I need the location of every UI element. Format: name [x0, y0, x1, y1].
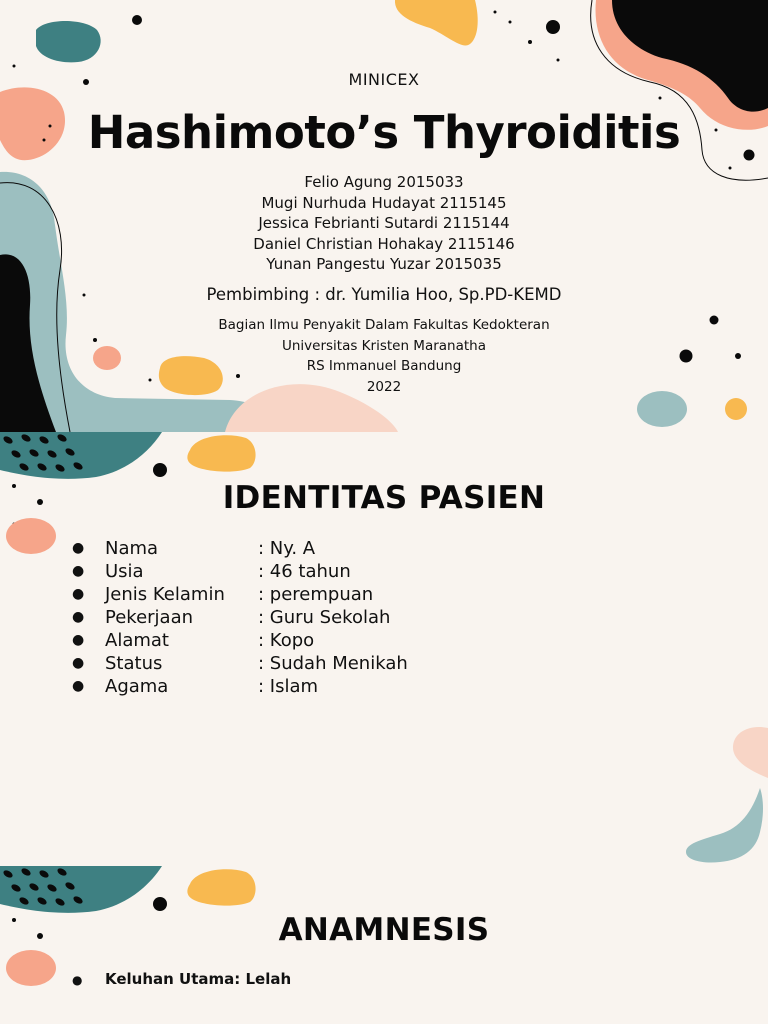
affiliation-line: RS Immanuel Bandung	[306, 358, 462, 375]
bullet-icon: ●	[72, 678, 85, 694]
field-value: : Ny. A	[258, 538, 316, 559]
author-line: Felio Agung 2015033	[304, 173, 464, 191]
field-label: Pekerjaan	[105, 607, 194, 628]
patient-identity-slide	[0, 432, 768, 866]
bullet-icon: ●	[72, 609, 85, 625]
presentation-kicker: MINICEX	[348, 70, 420, 89]
affiliation-block	[0, 315, 768, 397]
bullet-icon: ●	[72, 632, 85, 648]
field-label: Agama	[105, 676, 169, 697]
field-value: : perempuan	[258, 584, 374, 605]
advisor-line: Pembimbing : dr. Yumilia Hoo, Sp.PD-KEMD	[206, 285, 562, 304]
bullet-icon: ●	[72, 563, 85, 579]
affiliation-line: 2022	[366, 378, 402, 395]
affiliation-line: Universitas Kristen Maranatha	[281, 337, 487, 354]
bullet-icon: ●	[72, 586, 85, 602]
field-value: : Sudah Menikah	[258, 653, 408, 674]
field-label: Alamat	[105, 630, 169, 651]
section-title-identity: IDENTITAS PASIEN	[222, 480, 546, 516]
cover-slide	[0, 0, 768, 432]
author-line: Mugi Nurhuda Hudayat 2115145	[261, 193, 507, 212]
bullet-icon: ●	[72, 655, 85, 671]
field-label: Usia	[105, 561, 144, 582]
chief-complaint-item	[72, 970, 291, 988]
author-list	[0, 172, 768, 275]
author-line: Daniel Christian Hohakay 2115146	[253, 234, 515, 253]
field-value: : Kopo	[258, 630, 315, 651]
field-label: Nama	[105, 538, 159, 559]
chief-complaint-text: Keluhan Utama: Lelah	[105, 970, 292, 988]
section-title-anamnesis: ANAMNESIS	[278, 912, 490, 948]
author-line: Yunan Pangestu Yuzar 2015035	[266, 255, 502, 274]
author-line: Jessica Febrianti Sutardi 2115144	[258, 214, 510, 233]
anamnesis-slide	[0, 866, 768, 1024]
bullet-icon: ●	[72, 540, 85, 556]
field-label: Jenis Kelamin	[105, 584, 225, 605]
field-value: : Guru Sekolah	[258, 607, 391, 628]
affiliation-line: Bagian Ilmu Penyakit Dalam Fakultas Kedokteran	[218, 317, 550, 333]
field-value: : Islam	[258, 676, 319, 697]
field-label: Status	[105, 653, 163, 674]
bullet-icon: ●	[72, 973, 83, 987]
field-value: : 46 tahun	[258, 561, 351, 582]
page-title: Hashimoto’s Thyroiditis	[87, 106, 681, 159]
